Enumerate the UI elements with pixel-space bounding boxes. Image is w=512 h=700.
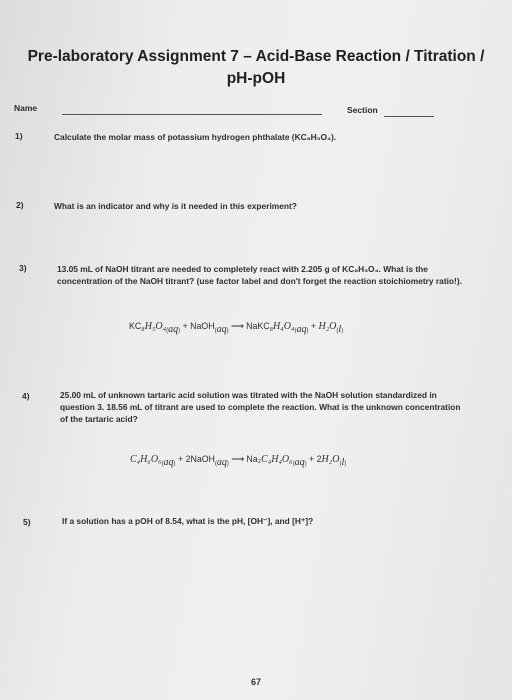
question-1-number: 1) [15,131,23,141]
title-line-1: Pre-laboratory Assignment 7 – Acid-Base Reaction / Titration / [27,48,485,65]
section-field-line[interactable] [384,116,434,117]
question-4-text: 25.00 mL of unknown tartaric acid solution was titrated with the NaOH solution standardized in question 3. 18.56 mL of titrant are used to complete the reaction. What is the unknown concentration of the tartaric acid? [60,390,461,424]
question-3-number: 3) [19,263,27,273]
question-3-text: 13.05 mL of NaOH titrant are needed to completely react with 2.205 g of KC₈H₅O₄. What is the concentration of the NaOH titrant? (use factor label and don't forget the reaction stoichiometry ratio!). [57,264,462,286]
page-number: 67 [250,677,261,687]
page-title [0,46,512,90]
question-2-text: What is an indicator and why is it needed in this experiment? [54,201,297,211]
equation-2: $C_4H_6O_6_{(aq)}$ + 2NaOH$_{(aq)}$ ⟶ $Na_2C_4H_4O_6_{(aq)} + 2H_2O_{(l)}$ [130,454,347,468]
section-label: Section [347,105,378,115]
question-1-text: Calculate the molar mass of potassium hydrogen phthalate (KC₈H₅O₄). [54,132,337,142]
question-5-number: 5) [23,517,31,527]
question-4-number: 4) [22,391,30,401]
question-5-text: If a solution has a pOH of 8.54, what is the pH, [OH⁻], and [H⁺]? [62,516,314,526]
name-field-line[interactable] [62,114,322,115]
question-2-number: 2) [16,200,24,210]
title-line-2: pH-pOH [226,70,286,87]
name-label: Name [14,103,38,113]
equation-1: $KC_8H_5O_4_{(aq)}$ + NaOH$_{(aq)}$ ⟶ $NaKC_8H_4O_4_{(aq)} + H_2O_{(l)}$ [129,321,344,335]
